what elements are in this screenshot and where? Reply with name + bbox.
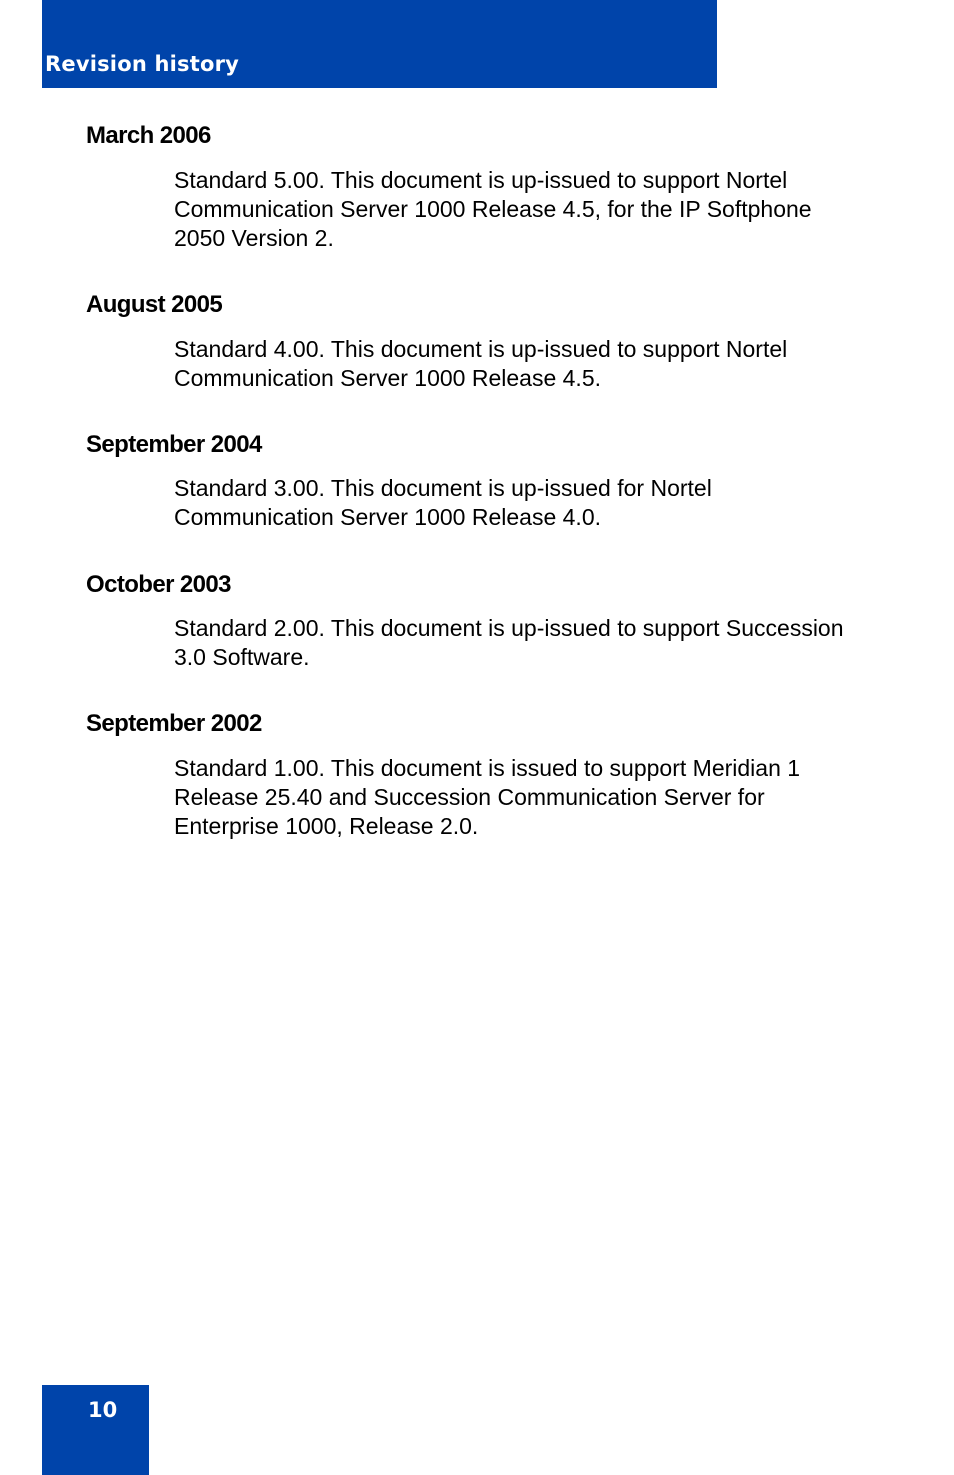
revision-date: August 2005 (86, 291, 223, 318)
revision-description: Standard 2.00. This document is up-issued to support Succession 3.0 Software. (174, 615, 844, 670)
revision-description: Standard 1.00. This document is issued to support Meridian 1 Release 25.40 and Succession Communication Server for Enterprise 1000, Release 2.0. (174, 755, 801, 839)
revision-date: March 2006 (86, 122, 211, 149)
revision-description: Standard 3.00. This document is up-issued for Nortel Communication Server 1000 Release 4.0. (174, 475, 712, 530)
revision-description: Standard 5.00. This document is up-issued to support Nortel Communication Server 1000 Release 4.5, for the IP Softphone 2050 Version 2. (174, 167, 812, 251)
page-number: 10 (88, 1398, 118, 1422)
page-number-box (42, 1385, 149, 1475)
revision-description: Standard 4.00. This document is up-issued to support Nortel Communication Server 1000 Release 4.5. (174, 336, 788, 391)
revision-date: September 2002 (86, 710, 262, 737)
section-title: Revision history (45, 52, 240, 76)
revision-date: October 2003 (86, 571, 231, 598)
revision-date: September 2004 (86, 431, 262, 458)
